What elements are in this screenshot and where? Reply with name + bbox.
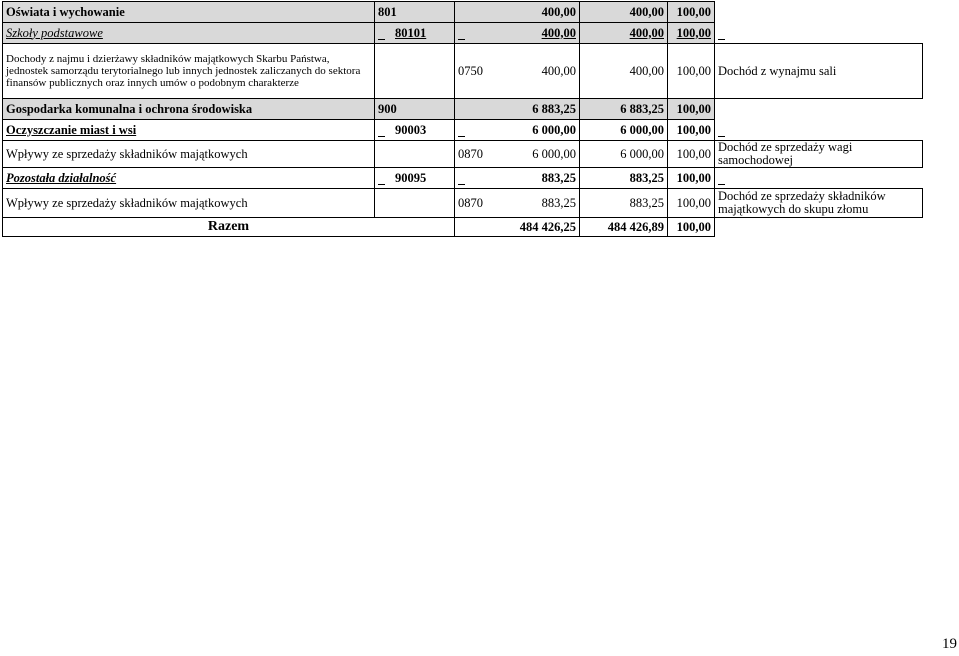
total-plan: 484 426,25: [455, 218, 580, 237]
row-desc: [715, 2, 923, 23]
page-number: 19: [942, 636, 957, 652]
row-plan: 883,25: [541, 195, 576, 210]
row-pct: 100,00: [668, 120, 715, 141]
row-code-empty: [375, 44, 455, 99]
row-desc: Dochód ze sprzedaży składników majątkowych do skupu złomu: [715, 189, 923, 218]
total-row: [3, 218, 923, 237]
row-name: Pozostała działalność: [3, 168, 375, 189]
row-desc: Dochód z wynajmu sali: [715, 44, 923, 99]
budget-income-table: [2, 1, 923, 237]
total-pct: 100,00: [668, 218, 715, 237]
row-pct: 100,00: [668, 2, 715, 23]
row-desc: [715, 168, 923, 189]
row-code-empty: [375, 141, 455, 168]
row-code: 90003: [375, 120, 455, 141]
row-plan: 6 883,25: [455, 99, 580, 120]
row-pct: 100,00: [668, 141, 715, 168]
row-exec: 883,25: [580, 189, 668, 218]
table-row: [3, 99, 923, 120]
row-plan: 883,25: [455, 168, 580, 189]
row-plan: 6 000,00: [532, 146, 576, 161]
row-code: [455, 44, 580, 99]
total-exec: 484 426,89: [580, 218, 668, 237]
row-code: 801: [375, 2, 455, 23]
row-code: 900: [375, 99, 455, 120]
row-code-value: 0870: [458, 195, 483, 210]
row-plan: 400,00: [455, 23, 580, 44]
row-code-value: 0870: [458, 146, 483, 161]
row-exec: 400,00: [580, 23, 668, 44]
row-desc: [715, 120, 923, 141]
row-pct: 100,00: [668, 99, 715, 120]
row-exec: 400,00: [580, 44, 668, 99]
table-row: [3, 44, 923, 99]
row-code: [455, 189, 580, 218]
table-row: [3, 189, 923, 218]
row-pct: 100,00: [668, 189, 715, 218]
total-desc: [715, 218, 923, 237]
total-label: Razem: [3, 218, 455, 237]
table-row: [3, 168, 923, 189]
row-code-value: 0750: [458, 63, 483, 78]
row-desc: [715, 99, 923, 120]
row-name: Dochody z najmu i dzierżawy składników majątkowych Skarbu Państwa, jednostek samorządu terytorialnego lub innych jednostek zaliczanych do sektora finansów publicznych oraz innych umów o podobnym charakterze: [3, 44, 375, 99]
row-plan: 400,00: [455, 2, 580, 23]
row-desc: Dochód ze sprzedaży wagi samochodowej: [715, 141, 923, 168]
table-row: [3, 141, 923, 168]
table-row: [3, 120, 923, 141]
row-exec: 6 883,25: [580, 99, 668, 120]
table-row: [3, 23, 923, 44]
row-pct: 100,00: [668, 44, 715, 99]
row-code: 90095: [375, 168, 455, 189]
table-row: [3, 2, 923, 23]
row-exec: 883,25: [580, 168, 668, 189]
row-pct: 100,00: [668, 23, 715, 44]
row-pct: 100,00: [668, 168, 715, 189]
row-name: Oświata i wychowanie: [3, 2, 375, 23]
row-exec: 6 000,00: [580, 120, 668, 141]
row-name: Oczyszczanie miast i wsi: [3, 120, 375, 141]
row-name: Wpływy ze sprzedaży składników majątkowych: [3, 189, 375, 218]
row-code: 80101: [375, 23, 455, 44]
row-name: Wpływy ze sprzedaży składników majątkowych: [3, 141, 375, 168]
row-code: [455, 141, 580, 168]
row-exec: 400,00: [580, 2, 668, 23]
row-name: Gospodarka komunalna i ochrona środowiska: [3, 99, 375, 120]
row-desc: [715, 23, 923, 44]
row-name: Szkoły podstawowe: [3, 23, 375, 44]
row-plan: 6 000,00: [455, 120, 580, 141]
row-plan: 400,00: [541, 63, 576, 78]
row-code-empty: [375, 189, 455, 218]
row-exec: 6 000,00: [580, 141, 668, 168]
